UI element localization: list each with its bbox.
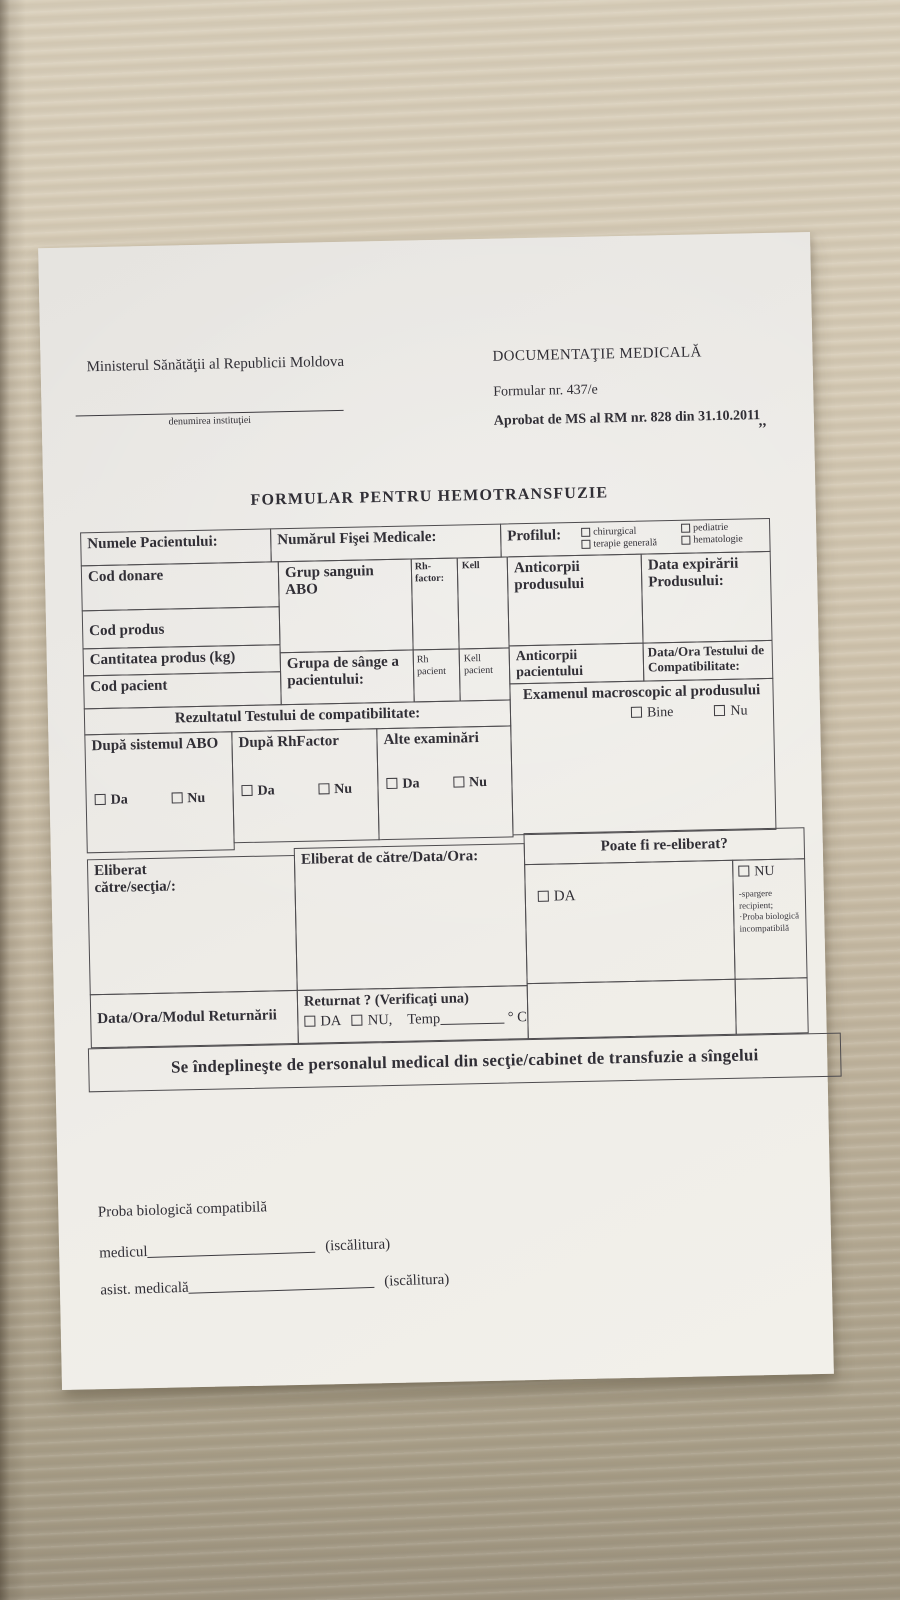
eliberat-catre-label-1: Eliberat — [94, 862, 147, 880]
temp-label: Temp — [407, 1010, 441, 1028]
quote-marks: ’’ — [757, 420, 768, 438]
nu-option — [738, 863, 799, 880]
footer-signatures — [98, 1190, 561, 1299]
medical-file-label: Numărul Fişei Medicale: — [277, 528, 437, 549]
grupa-pacient-label: Grupa de sânge a pacientului: — [286, 653, 400, 690]
asist-sign-caption: (iscălitura) — [384, 1271, 450, 1290]
eliberat-catre-label-2: către/secţia/: — [94, 878, 177, 897]
cell-returnat — [297, 985, 529, 1044]
cell-examen-macroscopic — [509, 678, 776, 835]
cell-eliberat-catre — [87, 855, 298, 995]
profile-option-hematologie — [681, 533, 743, 546]
anticorpi-pacient-label: Anticorpii pacientului — [515, 648, 584, 681]
checkbox-icon — [681, 535, 690, 544]
da-caps-label: DA — [553, 888, 576, 905]
profile-options-col2 — [681, 522, 743, 546]
cell-dupa-rh — [231, 728, 379, 843]
asist-blank-line — [188, 1274, 374, 1294]
ministry-title: Ministerul Sănătăţii al Republicii Moldova — [86, 353, 345, 376]
institution-caption: denumirea instituţiei — [168, 414, 252, 428]
cell-kell-pacient — [459, 647, 511, 701]
examen-label: Examenul macroscopic al produsului — [522, 682, 761, 704]
checkbox-icon — [318, 783, 329, 794]
cell-cod-pacient — [83, 671, 282, 709]
page-title: FORMULAR PENTRU HEMOTRANSFUZIE — [250, 484, 609, 509]
nu-label: Nu — [187, 790, 206, 807]
checkbox-icon — [352, 1014, 363, 1025]
returnat-options — [304, 1008, 528, 1030]
asist-label: asist. medicală — [100, 1279, 189, 1299]
cod-produs-label: Cod produs — [88, 621, 165, 640]
asist-signature-row — [100, 1268, 560, 1299]
checkbox-icon — [631, 707, 642, 718]
da-label: Da — [110, 792, 128, 808]
checkbox-icon — [538, 891, 549, 902]
form-number: Formular nr. 437/e — [493, 382, 598, 400]
cell-eliberat-de — [294, 843, 528, 991]
profile-label: Profilul: — [507, 527, 562, 545]
banner-text: Se îndeplineşte de personalul medical din secţie/cabinet de transfuzie a sîngelui — [170, 1045, 759, 1077]
cell-returnarii — [90, 990, 299, 1048]
cell-rh-pacient — [413, 648, 461, 702]
patient-name-label: Numele Pacientului: — [87, 533, 218, 553]
nu-label: Nu — [730, 703, 748, 719]
kell-label: Kell — [461, 560, 480, 572]
checkbox-icon — [581, 528, 590, 537]
profile-option-label: pediatrie — [693, 521, 729, 534]
cell-anticorpi-pacient — [509, 643, 645, 685]
profile-option-label: hematologie — [693, 533, 743, 546]
cell-grupa-pacient — [280, 649, 415, 705]
dupa-abo-label: După sistemul ABO — [91, 735, 219, 755]
cell-cod-produs — [82, 606, 281, 649]
checkbox-icon — [304, 1015, 315, 1026]
cell-grup-abo — [278, 558, 414, 653]
checkbox-icon — [386, 778, 397, 789]
data-expirarii-label: Data expirării Produsului: — [647, 555, 739, 591]
cod-donare-label: Cod donare — [87, 567, 164, 586]
rezultat-label: Rezultatul Testului de compatibilitate: — [174, 705, 421, 727]
medic-signature-row — [99, 1231, 559, 1262]
checkbox-icon — [581, 539, 590, 548]
da-label: Da — [402, 776, 420, 792]
checkbox-icon — [453, 776, 464, 787]
medic-label: medicul — [98, 1244, 148, 1262]
cell-reeliberat-da — [524, 860, 735, 984]
da-option — [538, 888, 576, 906]
approval-line: Aprobat de MS al RM nr. 828 din 31.10.2011 — [493, 408, 761, 429]
grup-abo-label: Grup sanguin ABO — [284, 563, 374, 599]
anticorpi-produs-label: Anticorpii produsului — [513, 558, 585, 594]
cell-empty-2 — [735, 977, 809, 1035]
dupa-rh-label: După RhFactor — [238, 733, 340, 752]
dupa-rh-options — [241, 782, 352, 800]
returnarii-label: Data/Ora/Modul Returnării — [97, 1007, 277, 1028]
cell-data-expirarii — [641, 551, 773, 644]
nu-caps-label: NU — [754, 863, 775, 880]
returnat-nu-label: NU, — [367, 1011, 393, 1029]
profile-options-col1 — [581, 525, 657, 550]
dupa-abo-options — [95, 791, 206, 809]
data-test-label: Data/Ora Testului de Compatibilitate: — [647, 642, 765, 675]
medic-blank-line — [147, 1239, 315, 1258]
checkbox-icon — [171, 792, 182, 803]
rh-pacient-label: Rh pacient — [416, 654, 447, 677]
temp-blank-line — [440, 1009, 504, 1024]
kell-pacient-label: Kell pacient — [463, 653, 494, 676]
returnat-question: Returnat ? (Verificaţi una) — [303, 990, 470, 1010]
checkbox-icon — [714, 705, 725, 716]
checkbox-icon — [241, 785, 252, 796]
cell-rh-factor — [411, 557, 460, 650]
cell-patient-name — [80, 528, 272, 566]
profile-option-label: terapie generală — [593, 536, 658, 550]
nu-note-1: -spargere recipient; — [738, 888, 774, 911]
checkbox-icon — [738, 865, 749, 876]
cod-pacient-label: Cod pacient — [90, 677, 168, 696]
proba-compatibila-label: Proba biologică compatibilă — [97, 1199, 268, 1221]
profile-option-label: chirurgical — [593, 525, 637, 538]
nu-label: Nu — [333, 781, 353, 798]
medic-sign-caption: (iscălitura) — [324, 1236, 391, 1255]
temp-unit-label: ° C — [507, 1008, 528, 1026]
da-label: Da — [257, 783, 275, 799]
cell-anticorpi-produs — [507, 554, 644, 647]
checkbox-icon — [681, 524, 690, 533]
cell-reeliberat-nu — [732, 858, 807, 980]
nu-label: Nu — [468, 774, 488, 791]
rh-factor-label: Rh-factor: — [414, 561, 445, 584]
nu-note-2: ·Proba biologică incompatibilă — [739, 910, 800, 934]
checkbox-icon — [95, 794, 106, 805]
paper-form — [38, 232, 834, 1390]
cell-empty-1 — [527, 979, 737, 1039]
doc-type: DOCUMENTAŢIE MEDICALĂ — [492, 344, 702, 365]
examen-options — [631, 703, 748, 722]
returnat-da-label: DA — [320, 1012, 341, 1030]
cell-alte-examinari — [376, 725, 513, 840]
form-table — [80, 517, 814, 1094]
alte-options — [386, 775, 487, 793]
alte-label: Alte examinări — [383, 730, 480, 749]
cell-kell — [457, 556, 510, 649]
eliberat-de-label: Eliberat de către/Data/Ora: — [300, 848, 479, 868]
cantitate-label: Cantitatea produs (kg) — [89, 649, 236, 669]
cell-cod-donare — [81, 561, 280, 611]
bine-label: Bine — [646, 705, 674, 721]
profile-option-terapie — [581, 537, 657, 550]
cell-dupa-abo — [84, 731, 234, 853]
poate-label: Poate fi re-eliberat? — [600, 835, 728, 855]
cell-data-test — [643, 640, 774, 682]
